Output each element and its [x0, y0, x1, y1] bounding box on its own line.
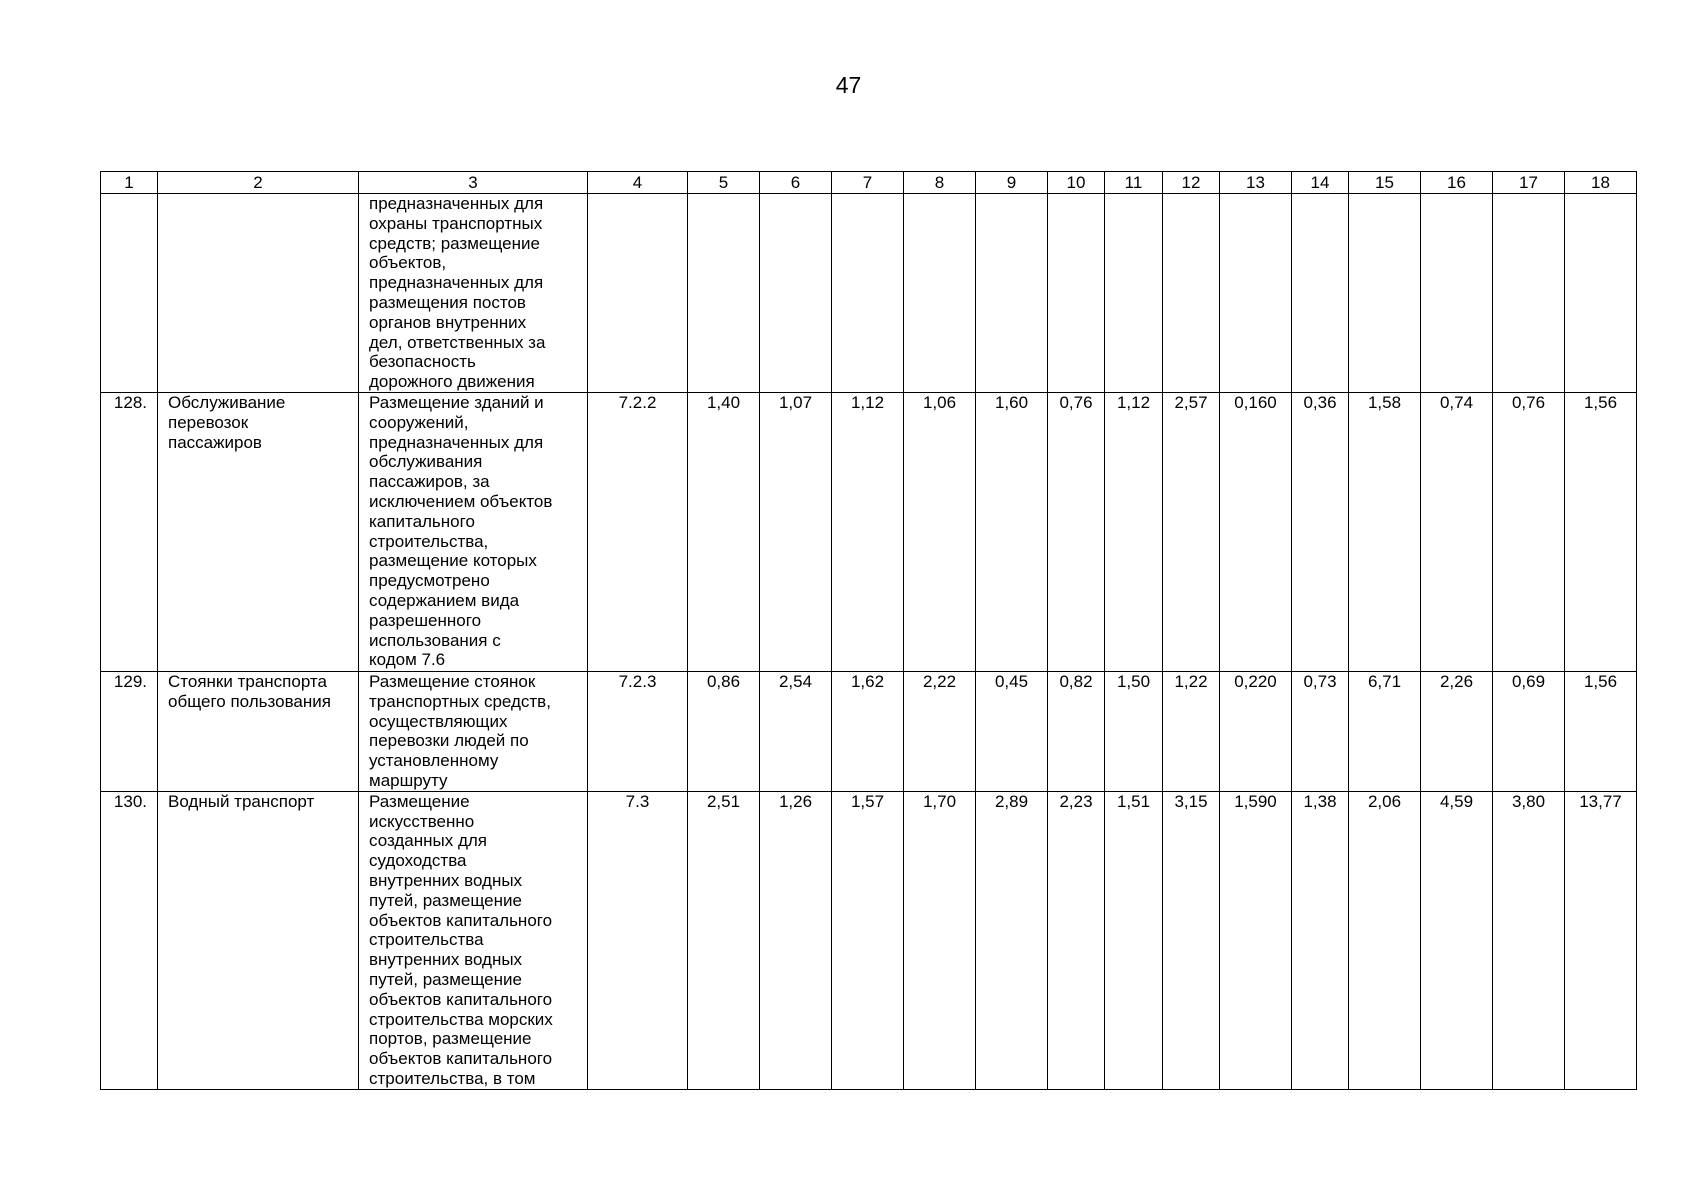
coefficient-cell: 0,36 — [1292, 392, 1349, 671]
coefficient-cell: 0,76 — [1493, 392, 1565, 671]
coefficient-cell — [1493, 194, 1565, 393]
coefficient-cell — [1105, 194, 1163, 393]
coefficient-cell — [904, 194, 976, 393]
header-cell-13: 13 — [1220, 172, 1292, 194]
coefficient-cell: 0,220 — [1220, 671, 1292, 791]
coefficient-cell: 2,26 — [1421, 671, 1493, 791]
coefficient-cell: 1,22 — [1163, 671, 1220, 791]
coefficient-cell: 2,22 — [904, 671, 976, 791]
coefficient-cell: 1,12 — [832, 392, 904, 671]
use-code-cell: 7.2.2 — [588, 392, 688, 671]
use-type-description-cell: Размещение искусственно созданных для судоходства внутренних водных путей, размещение объектов капитального строительства внутренних водных путей, размещение объектов капитального строительства морских портов, размещение объектов капитального строительства, в том — [359, 791, 588, 1089]
coefficient-cell: 1,57 — [832, 791, 904, 1089]
row-number-cell: 128. — [101, 392, 158, 671]
header-cell-1: 1 — [101, 172, 158, 194]
row-number-cell — [101, 194, 158, 393]
row-number-cell: 130. — [101, 791, 158, 1089]
coefficient-cell — [1048, 194, 1105, 393]
coefficient-cell — [832, 194, 904, 393]
coefficient-cell: 1,62 — [832, 671, 904, 791]
coefficient-cell: 1,51 — [1105, 791, 1163, 1089]
coefficient-cell — [1349, 194, 1421, 393]
coefficient-cell: 13,77 — [1565, 791, 1637, 1089]
header-cell-6: 6 — [760, 172, 832, 194]
coefficient-cell: 0,76 — [1048, 392, 1105, 671]
use-type-name-cell: Стоянки транспорта общего пользования — [158, 671, 359, 791]
header-cell-8: 8 — [904, 172, 976, 194]
table-row — [101, 671, 1637, 791]
coefficient-cell — [760, 194, 832, 393]
coefficient-cell: 1,26 — [760, 791, 832, 1089]
use-code-cell — [588, 194, 688, 393]
coefficient-cell — [1421, 194, 1493, 393]
header-cell-17: 17 — [1493, 172, 1565, 194]
coefficient-cell: 1,60 — [976, 392, 1048, 671]
row-number-cell: 129. — [101, 671, 158, 791]
coefficient-cell: 1,56 — [1565, 392, 1637, 671]
coefficient-cell: 1,50 — [1105, 671, 1163, 791]
coefficients-table — [100, 171, 1637, 1090]
header-cell-15: 15 — [1349, 172, 1421, 194]
header-cell-7: 7 — [832, 172, 904, 194]
coefficient-cell: 1,07 — [760, 392, 832, 671]
header-cell-4: 4 — [588, 172, 688, 194]
coefficient-cell: 2,54 — [760, 671, 832, 791]
page-number: 47 — [835, 72, 862, 98]
use-type-description-cell: Размещение зданий и сооружений, предназначенных для обслуживания пассажиров, за исключением объектов капитального строительства, размещение которых предусмотрено содержанием вида разрешенного использования с кодом 7.6 — [359, 392, 588, 671]
table-row — [101, 791, 1637, 1089]
header-cell-5: 5 — [688, 172, 760, 194]
coefficient-cell: 1,06 — [904, 392, 976, 671]
coefficient-cell: 0,45 — [976, 671, 1048, 791]
table-row — [101, 392, 1637, 671]
coefficient-cell: 0,82 — [1048, 671, 1105, 791]
table-header-row — [101, 172, 1637, 194]
header-cell-12: 12 — [1163, 172, 1220, 194]
coefficient-cell: 0,86 — [688, 671, 760, 791]
coefficient-cell: 2,57 — [1163, 392, 1220, 671]
header-cell-14: 14 — [1292, 172, 1349, 194]
header-cell-16: 16 — [1421, 172, 1493, 194]
coefficient-cell — [1292, 194, 1349, 393]
use-type-description-cell: Размещение стоянок транспортных средств, осуществляющих перевозки людей по установленному маршруту — [359, 671, 588, 791]
coefficient-cell: 2,23 — [1048, 791, 1105, 1089]
use-code-cell: 7.3 — [588, 791, 688, 1089]
coefficient-cell: 6,71 — [1349, 671, 1421, 791]
header-cell-2: 2 — [158, 172, 359, 194]
coefficient-cell: 1,58 — [1349, 392, 1421, 671]
coefficient-cell: 1,38 — [1292, 791, 1349, 1089]
coefficient-cell: 2,89 — [976, 791, 1048, 1089]
coefficient-cell: 2,51 — [688, 791, 760, 1089]
coefficient-cell — [1565, 194, 1637, 393]
coefficient-cell: 1,590 — [1220, 791, 1292, 1089]
header-cell-9: 9 — [976, 172, 1048, 194]
use-type-name-cell — [158, 194, 359, 393]
coefficient-cell: 1,40 — [688, 392, 760, 671]
use-type-description-cell: предназначенных для охраны транспортных средств; размещение объектов, предназначенных для размещения постов органов внутренних дел, ответственных за безопасность дорожного движения — [359, 194, 588, 393]
coefficient-cell: 1,12 — [1105, 392, 1163, 671]
coefficient-cell — [976, 194, 1048, 393]
use-code-cell: 7.2.3 — [588, 671, 688, 791]
header-cell-3: 3 — [359, 172, 588, 194]
coefficient-cell — [1163, 194, 1220, 393]
header-cell-18: 18 — [1565, 172, 1637, 194]
coefficient-cell: 1,70 — [904, 791, 976, 1089]
coefficient-cell: 3,80 — [1493, 791, 1565, 1089]
use-type-name-cell: Обслуживание перевозок пассажиров — [158, 392, 359, 671]
coefficient-cell: 2,06 — [1349, 791, 1421, 1089]
coefficient-cell: 0,73 — [1292, 671, 1349, 791]
coefficient-cell: 0,74 — [1421, 392, 1493, 671]
header-cell-11: 11 — [1105, 172, 1163, 194]
table-row — [101, 194, 1637, 393]
coefficient-cell: 0,160 — [1220, 392, 1292, 671]
use-type-name-cell: Водный транспорт — [158, 791, 359, 1089]
coefficient-cell — [688, 194, 760, 393]
coefficient-cell: 1,56 — [1565, 671, 1637, 791]
coefficient-cell: 4,59 — [1421, 791, 1493, 1089]
header-cell-10: 10 — [1048, 172, 1105, 194]
coefficient-cell: 0,69 — [1493, 671, 1565, 791]
coefficient-cell: 3,15 — [1163, 791, 1220, 1089]
coefficient-cell — [1220, 194, 1292, 393]
